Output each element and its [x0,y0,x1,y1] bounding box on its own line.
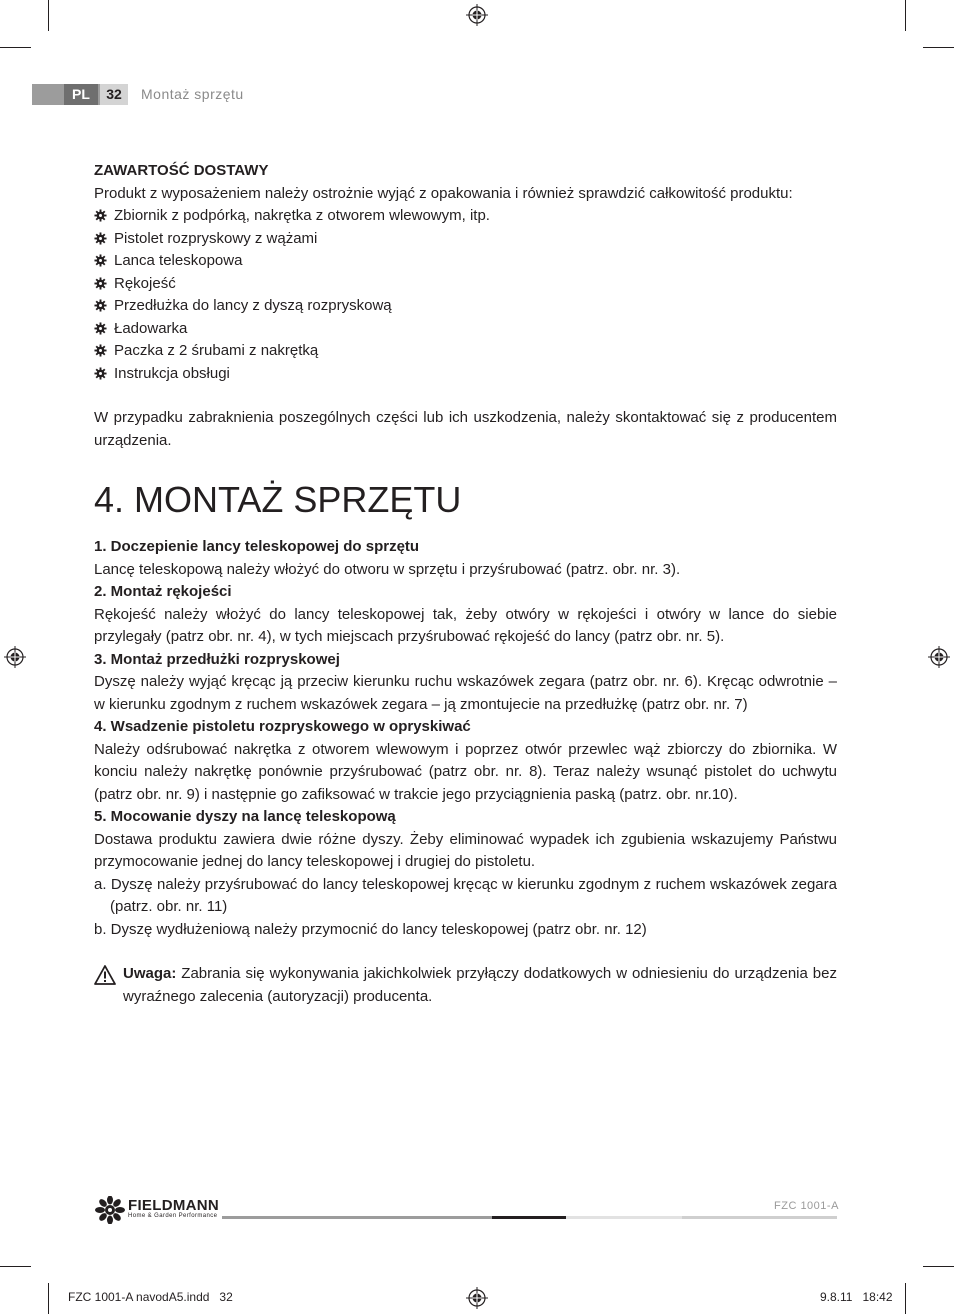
list-item: Ładowarka [94,318,837,341]
crop-mark [0,1266,31,1267]
delivery-heading: ZAWARTOŚĆ DOSTAWY [94,162,269,179]
gear-bullet-icon [94,344,107,357]
gear-bullet-icon [94,277,107,290]
brand-name: FIELDMANN [128,1197,220,1214]
page-content [94,160,837,1008]
page-number: 32 [100,84,128,105]
registration-mark-icon [4,646,26,668]
step-subitem: b. Dyszę wydłużeniową należy przymocnić do lancy teleskopowej (patrz obr. nr. 12) [94,920,647,938]
footer-rule [566,1216,682,1219]
gear-bullet-icon [94,322,107,335]
list-item: Przedłużka do lancy z dyszą rozpryskową [94,295,837,318]
footer-rule [492,1216,566,1219]
model-number: FZC 1001-A [774,1200,839,1212]
crop-mark [905,1283,906,1314]
crop-mark [48,1283,49,1314]
delivery-intro: Produkt z wyposażeniem należy ostrożnie wyjąć z opakowania i również sprawdzić całkowitość produktu: [94,184,793,202]
step-heading: 5. Mocowanie dyszy na lancę teleskopową [94,808,396,825]
crop-mark [923,47,954,48]
step-text: Dyszę należy wyjąć kręcąc ją przeciw kierunku ruchu wskazówek zegara (patrz obr. nr. 6). Kręcąc odwrotnie – w kierunku zgodnym z ruchem wskazówek zegara – ją zmontujecie na przedłużkę (patrz obr. nr. 7) [94,673,837,713]
step-heading: 4. Wsadzenie pistoletu rozpryskowego w opryskiwać [94,718,471,735]
step-text: Lancę teleskopową należy włożyć do otworu w sprzętu i przyśrubować (patrz. obr. nr. 3). [94,560,681,578]
footer-rule [222,1216,492,1219]
gear-bullet-icon [94,232,107,245]
fieldmann-logo-icon [94,1196,126,1224]
delivery-list [94,205,837,385]
footer-rule [682,1216,837,1219]
warning-triangle-icon [94,965,116,985]
step-text: Rękojeść należy włożyć do lancy teleskopowej tak, żeby otwóry w rękojeści i otwóry w lance do siebie przylegały (patrz obr. nr. 4), w tych miejscach przyśrubować rękojeść do lancy (patrz obr. nr. 5). [94,605,837,645]
step-text: Należy odśrubować nakrętka z otworem wlewowym i poprzez otwór przewlec wąż zbiorczy do zbiornika. W konciu należy nakrętkę ponównie przyśrubować (patrz obr. nr. 8). Teraz należy wsunąć pistolet do uchwytu (patrz obr. nr. 9) i następnie go zafiksować w trakcie jego przyciągnienia paską (patrz. obr. nr.10). [94,740,837,803]
warning-note [94,963,837,1008]
list-item: Pistolet rozpryskowy z wążami [94,228,837,251]
print-slug-file: FZC 1001-A navodA5.indd 32 [68,1290,233,1304]
list-item: Rękojeść [94,273,837,296]
crop-mark [48,0,49,31]
chapter-title: 4. MONTAŻ SPRZĘTU [94,479,462,520]
gear-bullet-icon [94,299,107,312]
registration-mark-icon [466,1287,488,1309]
registration-mark-icon [928,646,950,668]
list-item: Zbiornik z podpórką, nakrętka z otworem wlewowym, itp. [94,205,837,228]
brand-tagline: Home & Garden Performance [128,1213,218,1219]
gear-bullet-icon [94,254,107,267]
step-heading: 1. Doczepienie lancy teleskopowej do sprzętu [94,538,420,555]
registration-mark-icon [466,4,488,26]
crop-mark [0,47,31,48]
warning-label: Uwaga: [123,965,177,982]
list-item: Instrukcja obsługi [94,363,837,386]
step-heading: 2. Montaż rękojeści [94,583,232,600]
crop-mark [923,1266,954,1267]
gear-bullet-icon [94,367,107,380]
running-header: Montaż sprzętu [141,86,244,102]
delivery-note: W przypadku zabraknienia poszególnych części lub ich uszkodzenia, należy skontaktować się z producentem urządzenia. [94,409,837,449]
list-item: Lanca teleskopowa [94,250,837,273]
print-slug-date: 9.8.11 18:42 [820,1290,893,1304]
crop-mark [905,0,906,31]
step-subitem: a. Dyszę należy przyśrubować do lancy teleskopowej kręcąc w kierunku zgodnym z ruchem wskazówek zegara (patrz. obr. nr. 11) [94,875,837,915]
step-heading: 3. Montaż przedłużki rozpryskowej [94,650,340,668]
step-text: Dostawa produktu zawiera dwie różne dyszy. Żeby eliminować wypadek ich zgubienia wskazujemy Państwu przymocowanie jednej do lancy teleskopowej i drugiej do pistoletu. [94,830,837,870]
language-badge: PL [64,84,98,105]
warning-text: Zabrania się wykonywania jakichkolwiek przyłączy dodatkowych w odniesieniu do urządzenia bez wyraźnego zalecenia (autoryzacji) producenta. [123,965,837,1005]
gear-bullet-icon [94,209,107,222]
list-item: Paczka z 2 śrubami z nakrętką [94,340,837,363]
